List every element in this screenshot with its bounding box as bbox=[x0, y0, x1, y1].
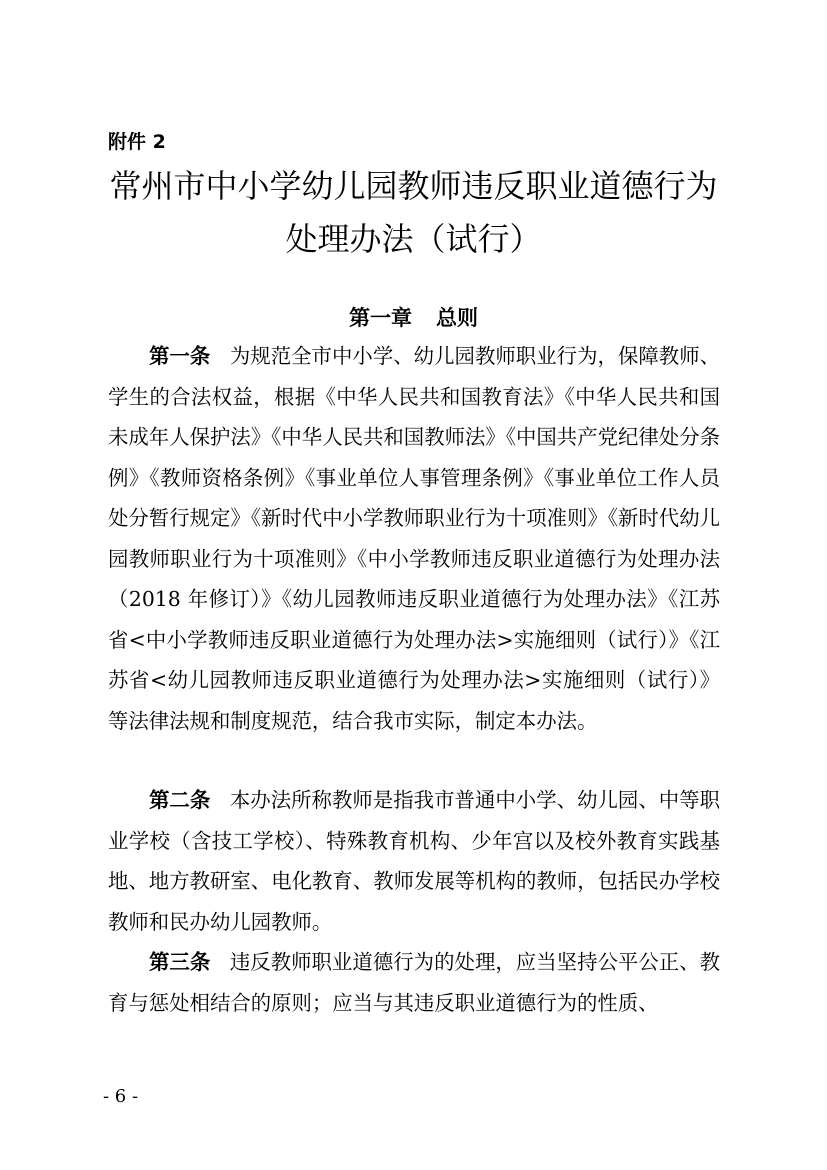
chapter-name: 总则 bbox=[436, 306, 478, 330]
document-title-line-2: 处理办法（试行） bbox=[285, 220, 542, 258]
article-label: 第三条 bbox=[149, 950, 211, 974]
document-title-line-1: 常州市中小学幼儿园教师违反职业道德行为 bbox=[109, 167, 718, 205]
article-text: 本办法所称教师是指我市普通中小学、幼儿园、中等职业学校（含技工学校）、特殊教育机构、少年宫以及校外教育实践基地、地方教研室、电化教育、教师发展等机构的教师，包括民办学校教师和民办幼儿园教师。 bbox=[108, 788, 721, 934]
article-label: 第一条 bbox=[149, 344, 211, 368]
attachment-label: 附件 2 bbox=[108, 131, 166, 153]
chapter-heading bbox=[0, 302, 827, 332]
article-text: 违反教师职业道德行为的处理，应当坚持公平公正、教育与惩处相结合的原则；应当与其违反职业道德行为的性质、 bbox=[108, 950, 721, 1015]
article-3 bbox=[108, 942, 720, 1023]
chapter-number: 第一章 bbox=[349, 306, 412, 330]
article-2 bbox=[108, 780, 720, 942]
page-number: - 6 - bbox=[103, 1086, 139, 1107]
article-text: 为规范全市中小学、幼儿园教师职业行为，保障教师、学生的合法权益，根据《中华人民共和国教育法》《中华人民共和国未成年人保护法》《中华人民共和国教师法》《中国共产党纪律处分条例》《教师资格条例》《事业单位人事管理条例》《事业单位工作人员处分暂行规定》《新时代中小学教师职业行为十项准则》《新时代幼儿园教师职业行为十项准则》《中小学教师违反职业道德行为处理办法（2018 年修订）》《幼儿园教师违反职业道德行为处理办法》《江苏省<中小学教师违反职业道德行为处理办法>实施细则（试行）》《江苏省<幼儿园教师违反职业道德行为处理办法>实施细则（试行）》等法律法规和制度规范，结合我市实际，制定本办法。 bbox=[108, 344, 721, 733]
article-1 bbox=[108, 336, 720, 741]
article-label: 第二条 bbox=[149, 788, 211, 812]
